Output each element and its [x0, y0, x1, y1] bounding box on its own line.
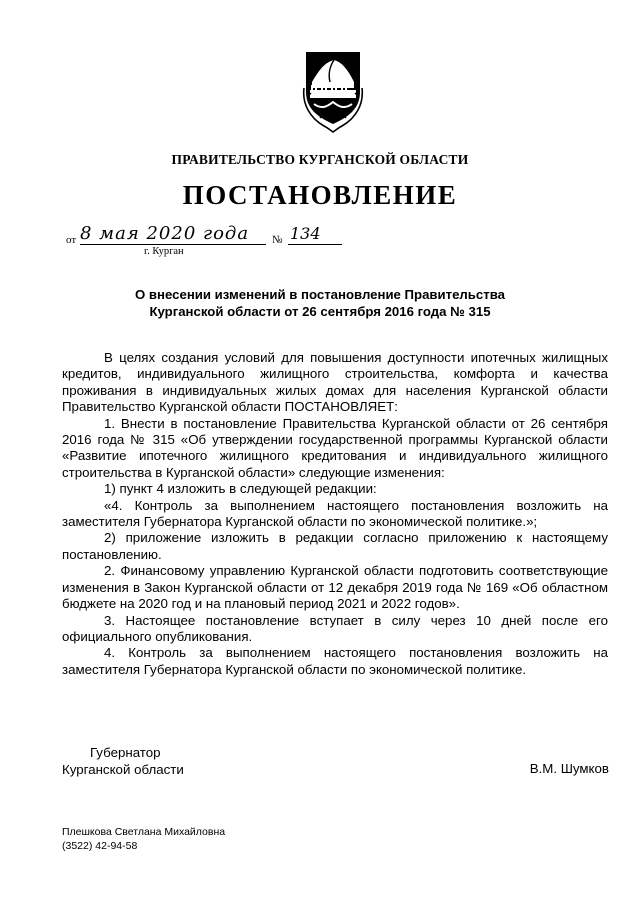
date-prefix-label: от — [66, 234, 77, 246]
signatory-title: Губернатор — [90, 745, 161, 760]
document-type-title: ПОСТАНОВЛЕНИЕ — [182, 180, 458, 210]
body-paragraph: 1) пункт 4 изложить в следующей редакции: — [104, 481, 377, 497]
signatory-position — [62, 744, 184, 778]
date-number-line — [66, 223, 346, 266]
city-label: г. Курган — [144, 246, 184, 257]
document-subject — [0, 286, 640, 320]
signatory-name: В.М. Шумков — [529, 761, 609, 776]
body-paragraph: 3. Настоящее постановление вступает в силу через 10 дней после его официального опубликования. — [62, 612, 608, 644]
date-value: 8 мая 2020 года — [80, 224, 266, 245]
subject-line-1: О внесении изменений в постановление Правительства — [135, 287, 505, 302]
body-paragraph: 4. Контроль за выполнением настоящего постановления возложить на заместителя Губернатора Курганской области по экономической политике. — [62, 645, 608, 677]
body-paragraph: 2. Финансовому управлению Курганской области подготовить соответствующие изменения в Закон Курганской области от 12 декабря 2019 года № 169 «Об областном бюджете на 2020 год и на плановый период 2021 и 2022 годов». — [62, 563, 608, 612]
number-label: № — [272, 234, 283, 246]
government-title: ПРАВИТЕЛЬСТВО КУРГАНСКОЙ ОБЛАСТИ — [171, 152, 469, 167]
body-paragraph: 1. Внести в постановление Правительства Курганской области от 26 сентября 2016 года № 315 «Об утверждении государственной программы Курганской области «Развитие ипотечного жилищного кредитования и индивидуального жилищного строительства в Курганской области» следующие изменения: — [62, 415, 608, 480]
executor-phone: (3522) 42-94-58 — [62, 840, 138, 852]
coat-of-arms-emblem — [300, 48, 366, 134]
body-paragraph: «4. Контроль за выполнением настоящего постановления возложить на заместителя Губернатора Курганской области по экономической политике.»; — [62, 497, 608, 530]
executor-name: Плешкова Светлана Михайловна — [62, 826, 226, 838]
document-number: 134 — [288, 224, 342, 245]
document-body — [62, 350, 608, 678]
executor-contact — [62, 825, 225, 853]
signatory-region: Курганской области — [62, 762, 184, 777]
subject-line-2: Курганской области от 26 сентября 2016 года № 315 — [149, 304, 491, 319]
body-paragraph: 2) приложение изложить в редакции согласно приложению к настоящему постановлению. — [62, 530, 608, 562]
body-paragraph: В целях создания условий для повышения доступности ипотечных жилищных кредитов, индивидуального жилищного строительства, комфорта и качества проживания в индивидуальных жилых домах для населения Курганской области Правительство Курганской области ПОСТАНОВЛЯЕТ: — [62, 350, 608, 415]
